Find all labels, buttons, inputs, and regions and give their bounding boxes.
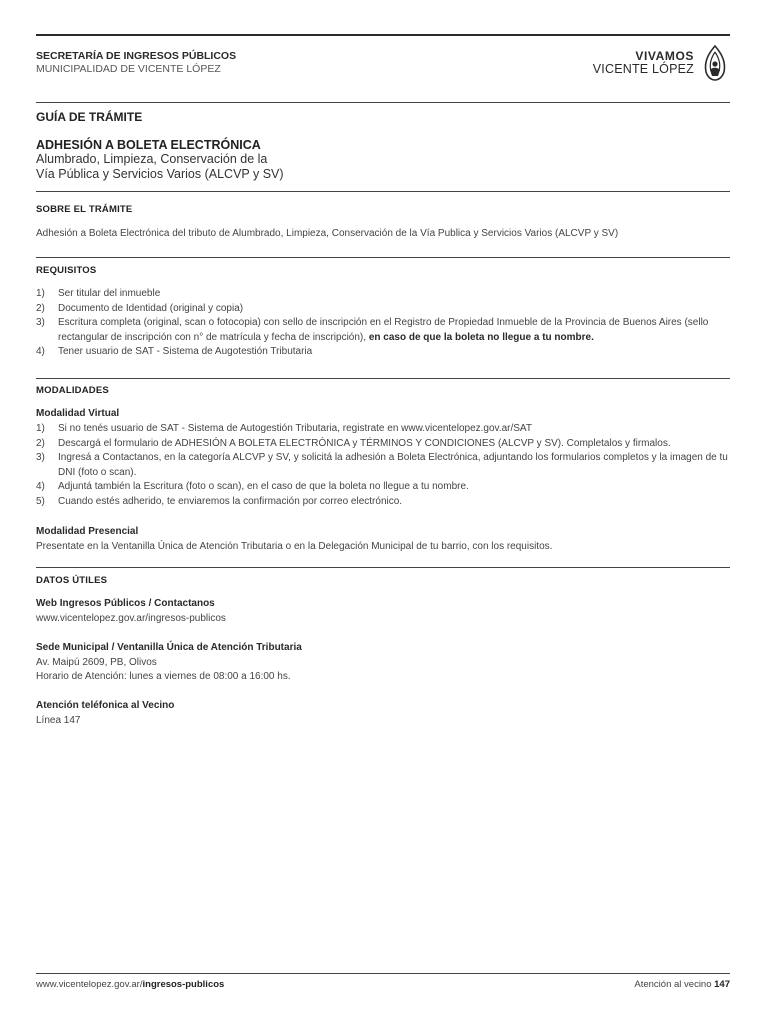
item-number: 5) <box>36 495 45 507</box>
item-text: Adjuntá también la Escritura (foto o scan), en el caso de que la boleta no llegue a tu nombre. <box>58 481 469 493</box>
item-text: Si no tenés usuario de SAT - Sistema de Autogestión Tributaria, registrate en www.vicentelopez.gov.ar/SAT <box>58 423 532 434</box>
guide-label: GUÍA DE TRÁMITE <box>36 110 143 124</box>
item-text: Descargá el formulario de ADHESIÓN A BOLETA ELECTRÓNICA y TÉRMINOS Y CONDICIONES (ALCVP y SV). Completalos y firmalos. <box>58 437 671 449</box>
requisitos-heading: REQUISITOS <box>36 265 97 276</box>
web-title: Web Ingresos Públicos / Contactanos <box>36 598 215 609</box>
list-item <box>36 287 730 302</box>
item-number: 1) <box>36 288 45 299</box>
item-number: 2) <box>36 302 45 314</box>
footer-rule <box>36 973 730 974</box>
requisitos-list <box>36 287 730 360</box>
section-divider <box>36 191 730 192</box>
item-text: Ser titular del inmueble <box>58 288 161 299</box>
presencial-text: Presentate en la Ventanilla Única de Atención Tributaria o en la Delegación Municipal de tu barrio, con los requisitos. <box>36 541 553 552</box>
sede-hours: Horario de Atención: lunes a viernes de 08:00 a 16:00 hs. <box>36 671 291 682</box>
footer-page-info <box>634 979 730 990</box>
page-subtitle <box>36 152 284 182</box>
item-number: 2) <box>36 437 45 449</box>
top-rule <box>36 34 730 36</box>
flame-leaf-emblem-icon <box>700 44 730 82</box>
list-item <box>36 480 730 495</box>
sobre-heading: SOBRE EL TRÁMITE <box>36 204 133 215</box>
sede-address: Av. Maipú 2609, PB, Olivos <box>36 657 157 668</box>
list-item <box>36 316 730 345</box>
list-item <box>36 495 730 510</box>
item-number: 4) <box>36 481 45 493</box>
sede-title: Sede Municipal / Ventanilla Única de Atención Tributaria <box>36 642 302 653</box>
subtitle-line1: Alumbrado, Limpieza, Conservación de la <box>36 152 268 166</box>
org-subname: MUNICIPALIDAD DE VICENTE LÓPEZ <box>36 63 221 75</box>
item-text: Tener usuario de SAT - Sistema de Augotestión Tributaria <box>58 346 313 358</box>
footer-url-bold: ingresos-publicos <box>142 979 225 990</box>
item-text-wrapper <box>58 316 730 345</box>
item-number: 3) <box>36 452 45 464</box>
tel-line: Línea 147 <box>36 715 81 726</box>
sobre-text: Adhesión a Boleta Electrónica del tributo de Alumbrado, Limpieza, Conservación de la Vía Publica y Servicios Varios (ALCVP y SV) <box>36 228 619 239</box>
org-name: SECRETARÍA DE INGRESOS PÚBLICOS <box>36 50 237 62</box>
item-text: Documento de Identidad (original y copia) <box>58 302 244 314</box>
logo-line1: VIVAMOS <box>635 49 694 63</box>
item-text: Cuando estés adherido, te enviaremos la confirmación por correo electrónico. <box>58 495 403 507</box>
tel-title: Atención teléfonica al Vecino <box>36 700 175 711</box>
footer-url-base: www.vicentelopez.gov.ar/ <box>36 979 143 990</box>
list-item <box>36 302 730 317</box>
subtitle-line2: Vía Pública y Servicios Varios (ALCVP y SV) <box>36 167 284 181</box>
page-number: 147 <box>714 979 730 990</box>
virtual-title: Modalidad Virtual <box>36 408 120 419</box>
virtual-list <box>36 422 730 510</box>
item-text: Ingresá a Contactanos, en la categoría ALCVP y SV, y solicitá la adhesión a Boleta Electrónica, adjuntando los formularios completos y la imagen de tu DNI (foto o scan). <box>58 452 728 478</box>
section-divider <box>36 257 730 258</box>
web-url-link[interactable]: www.vicentelopez.gov.ar/ingresos-publicos <box>36 613 226 624</box>
datos-heading: DATOS ÚTILES <box>36 575 108 586</box>
item-number: 4) <box>36 346 45 358</box>
list-item <box>36 345 730 360</box>
presencial-title: Modalidad Presencial <box>36 526 139 537</box>
item-number: 3) <box>36 317 45 329</box>
modalidades-heading: MODALIDADES <box>36 385 109 396</box>
section-divider <box>36 378 730 379</box>
section-divider <box>36 567 730 568</box>
footer-url-link[interactable] <box>36 979 224 990</box>
list-item <box>36 422 730 437</box>
page-title: ADHESIÓN A BOLETA ELECTRÓNICA <box>36 138 261 152</box>
header-divider <box>36 102 730 103</box>
item-emphasis: en caso de que la boleta no llegue a tu nombre. <box>368 331 594 343</box>
municipality-logo <box>593 44 730 82</box>
footer-section: Atención al vecino <box>634 979 712 990</box>
item-text: Escritura completa (original, scan o fotocopia) con sello de inscripción en el Registro de Propiedad Inmueble de la Provincia de Buenos Aires (sello rectangular de inscripción con n° de matrícula y fecha de inscripción), <box>58 317 709 343</box>
logo-line2: VICENTE LÓPEZ <box>592 62 694 76</box>
list-item <box>36 437 730 452</box>
item-number: 1) <box>36 423 45 434</box>
list-item <box>36 451 730 480</box>
